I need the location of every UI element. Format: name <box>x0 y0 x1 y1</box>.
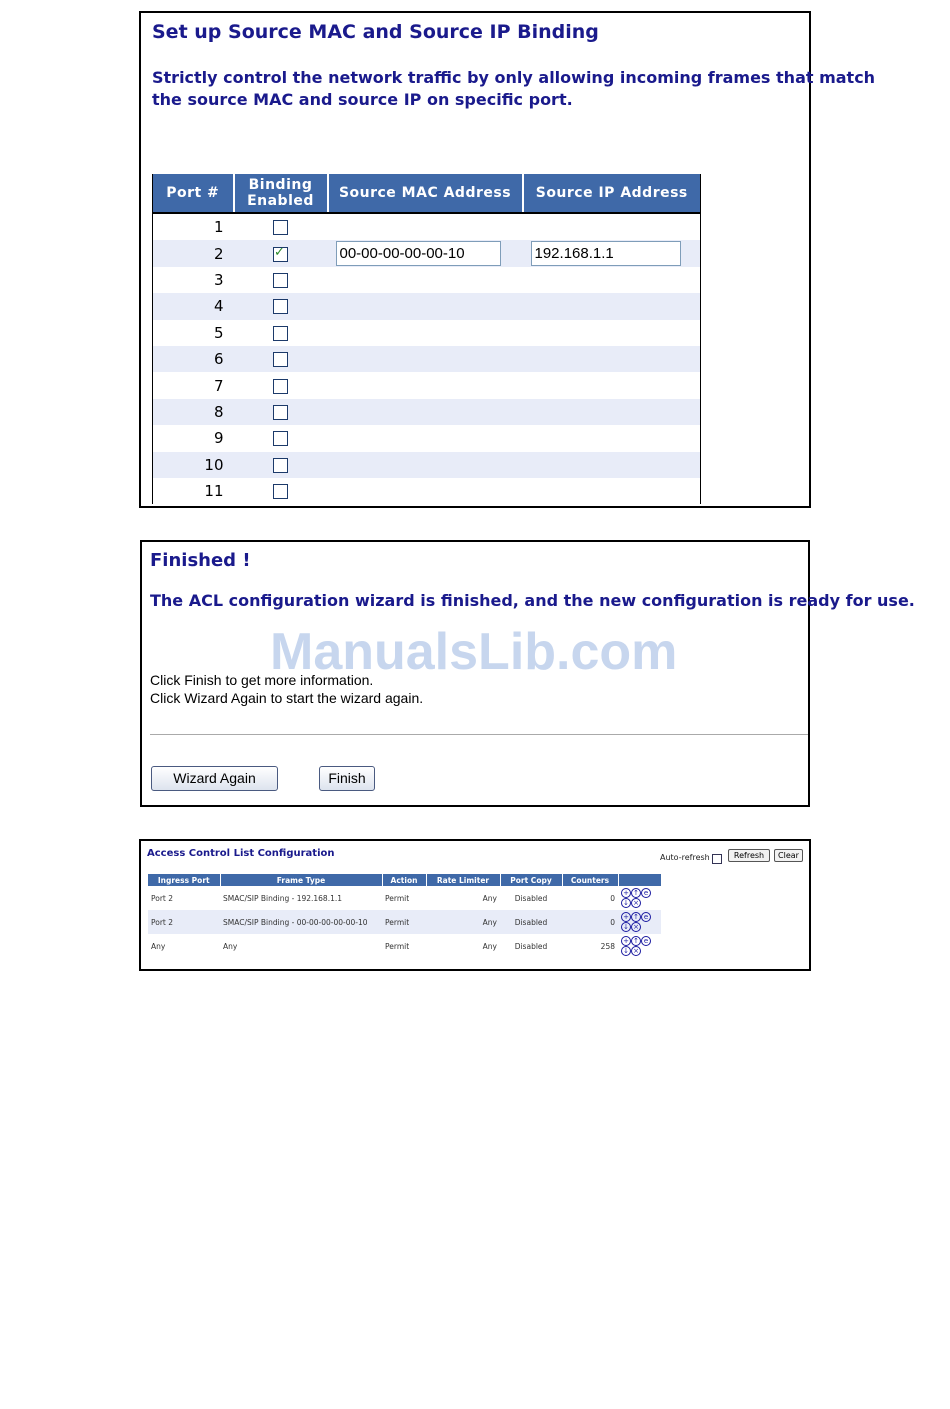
acl-row <box>148 886 661 910</box>
source-ip-cell <box>523 293 701 319</box>
port-number: 7 <box>213 376 224 395</box>
acl-port-copy: Disabled <box>514 893 548 903</box>
col-binding-enabled <box>234 174 328 213</box>
port-number: 2 <box>153 240 234 266</box>
source-mac-cell <box>328 372 523 398</box>
binding-row <box>153 372 701 398</box>
source-ip-cell <box>523 425 701 451</box>
delete-icon[interactable]: × <box>631 922 641 932</box>
source-ip-cell <box>523 452 701 478</box>
divider <box>150 734 808 735</box>
source-ip-cell <box>523 320 701 346</box>
binding-enabled-checkbox[interactable] <box>273 405 288 420</box>
acl-col-header: Counters <box>562 874 618 886</box>
auto-refresh-label: Auto-refresh <box>660 853 710 862</box>
binding-row <box>153 267 701 293</box>
acl-table-header <box>148 874 661 886</box>
acl-port-copy: Disabled <box>500 910 562 934</box>
source-ip-cell <box>523 213 701 240</box>
acl-port-copy: Disabled <box>514 941 548 951</box>
port-number: 5 <box>213 323 224 342</box>
acl-col-header: Action <box>382 874 426 886</box>
acl-col-actions <box>618 874 661 886</box>
binding-title: Set up Source MAC and Source IP Binding <box>152 21 599 43</box>
move-up-icon[interactable]: ↑ <box>631 936 641 946</box>
acl-frame-type: SMAC/SIP Binding - 192.168.1.1 <box>223 893 343 903</box>
delete-icon[interactable]: × <box>631 898 641 908</box>
binding-row <box>153 452 701 478</box>
binding-enabled-checkbox[interactable] <box>273 431 288 446</box>
binding-enabled-checkbox[interactable] <box>273 352 288 367</box>
source-ip-cell <box>523 267 701 293</box>
source-mac-input[interactable] <box>336 241 501 266</box>
acl-panel <box>139 839 811 971</box>
source-mac-cell <box>328 452 523 478</box>
acl-ingress-port: Port 2 <box>148 910 220 934</box>
port-number: 3 <box>213 270 224 289</box>
acl-row-actions <box>618 934 661 958</box>
insert-icon[interactable]: + <box>621 912 631 922</box>
binding-enabled-checkbox[interactable] <box>273 247 288 262</box>
finish-button[interactable]: Finish <box>319 766 375 791</box>
acl-action: Permit <box>385 893 410 903</box>
binding-enabled-checkbox[interactable] <box>273 458 288 473</box>
binding-table-header <box>153 174 701 213</box>
source-mac-cell <box>328 240 523 266</box>
finished-title: Finished ! <box>150 550 251 571</box>
insert-icon[interactable]: + <box>621 936 631 946</box>
watermark: ManualsLib.com <box>270 623 678 681</box>
binding-row <box>153 478 701 504</box>
clear-button[interactable]: Clear <box>774 849 803 862</box>
edit-icon[interactable]: e <box>641 912 651 922</box>
move-down-icon[interactable]: ↓ <box>621 922 631 932</box>
binding-row <box>153 320 701 346</box>
binding-description-line2: the source MAC and source IP on specific port. <box>152 90 573 109</box>
binding-enabled-checkbox[interactable] <box>273 326 288 341</box>
port-number: 4 <box>153 293 234 319</box>
acl-row <box>148 910 661 934</box>
acl-ingress-port: Any <box>151 941 166 951</box>
port-number: 8 <box>153 399 234 425</box>
acl-rate-limiter: Any <box>426 910 500 934</box>
source-ip-cell <box>523 372 701 398</box>
source-ip-cell <box>523 399 701 425</box>
col-binding-line2: Enabled <box>247 193 314 209</box>
source-mac-cell <box>328 293 523 319</box>
binding-row <box>153 346 701 372</box>
finished-panel <box>140 540 915 807</box>
binding-enabled-checkbox[interactable] <box>273 273 288 288</box>
edit-icon[interactable]: e <box>641 936 651 946</box>
move-down-icon[interactable]: ↓ <box>621 946 631 956</box>
source-ip-cell <box>523 346 701 372</box>
source-mac-cell <box>328 320 523 346</box>
acl-counters: 0 <box>610 893 615 903</box>
binding-enabled-checkbox[interactable] <box>273 299 288 314</box>
finished-info-line2: Click Wizard Again to start the wizard again. <box>150 690 424 706</box>
acl-col-header: Rate Limiter <box>426 874 500 886</box>
acl-action: Permit <box>382 910 426 934</box>
port-number: 11 <box>204 482 224 501</box>
source-mac-cell <box>328 399 523 425</box>
binding-description-line1: Strictly control the network traffic by only allowing incoming frames that match <box>152 68 876 87</box>
insert-icon[interactable]: + <box>621 888 631 898</box>
binding-table <box>152 174 701 504</box>
binding-row <box>153 293 701 319</box>
acl-rate-limiter: Any <box>482 941 497 951</box>
source-ip-cell <box>523 478 701 504</box>
port-number: 1 <box>213 218 224 237</box>
source-mac-cell <box>328 478 523 504</box>
binding-row <box>153 213 701 240</box>
port-number: 6 <box>153 346 234 372</box>
port-number: 10 <box>153 452 234 478</box>
acl-table <box>148 874 662 958</box>
acl-row-actions <box>618 910 661 934</box>
binding-enabled-checkbox[interactable] <box>273 379 288 394</box>
binding-enabled-checkbox[interactable] <box>273 220 288 235</box>
move-up-icon[interactable]: ↑ <box>631 888 641 898</box>
acl-counters: 258 <box>600 941 615 951</box>
binding-row <box>153 399 701 425</box>
acl-title: Access Control List Configuration <box>147 848 335 859</box>
source-mac-cell <box>328 346 523 372</box>
port-number: 9 <box>213 429 224 448</box>
move-up-icon[interactable]: ↑ <box>631 912 641 922</box>
binding-panel <box>139 11 876 508</box>
acl-frame-type: SMAC/SIP Binding - 00-00-00-00-00-10 <box>220 910 382 934</box>
acl-rate-limiter: Any <box>482 893 497 903</box>
acl-col-header: Port Copy <box>500 874 562 886</box>
source-ip-cell <box>523 240 701 266</box>
acl-action: Permit <box>385 941 410 951</box>
acl-ingress-port: Port 2 <box>151 893 174 903</box>
binding-enabled-checkbox[interactable] <box>273 484 288 499</box>
acl-col-header: Frame Type <box>220 874 382 886</box>
source-mac-cell <box>328 425 523 451</box>
col-source-mac: Source MAC Address <box>328 174 523 213</box>
auto-refresh-checkbox[interactable] <box>712 854 722 864</box>
acl-row-actions <box>618 886 661 910</box>
col-binding-line1: Binding <box>248 177 313 193</box>
acl-row <box>148 934 661 958</box>
finished-subtitle: The ACL configuration wizard is finished, and the new configuration is ready for use. <box>150 591 915 610</box>
source-mac-cell <box>328 213 523 240</box>
edit-icon[interactable]: e <box>641 888 651 898</box>
wizard-again-button[interactable]: Wizard Again <box>151 766 278 791</box>
acl-frame-type: Any <box>223 941 238 951</box>
acl-col-header: Ingress Port <box>148 874 220 886</box>
finished-info-line1: Click Finish to get more information. <box>150 672 374 688</box>
refresh-button[interactable]: Refresh <box>728 849 770 862</box>
source-ip-input[interactable] <box>531 241 681 266</box>
delete-icon[interactable]: × <box>631 946 641 956</box>
source-mac-cell <box>328 267 523 293</box>
binding-row <box>153 425 701 451</box>
acl-counters: 0 <box>562 910 618 934</box>
col-port: Port # <box>153 174 234 213</box>
move-down-icon[interactable]: ↓ <box>621 898 631 908</box>
col-source-ip: Source IP Address <box>523 174 701 213</box>
binding-row <box>153 240 701 266</box>
